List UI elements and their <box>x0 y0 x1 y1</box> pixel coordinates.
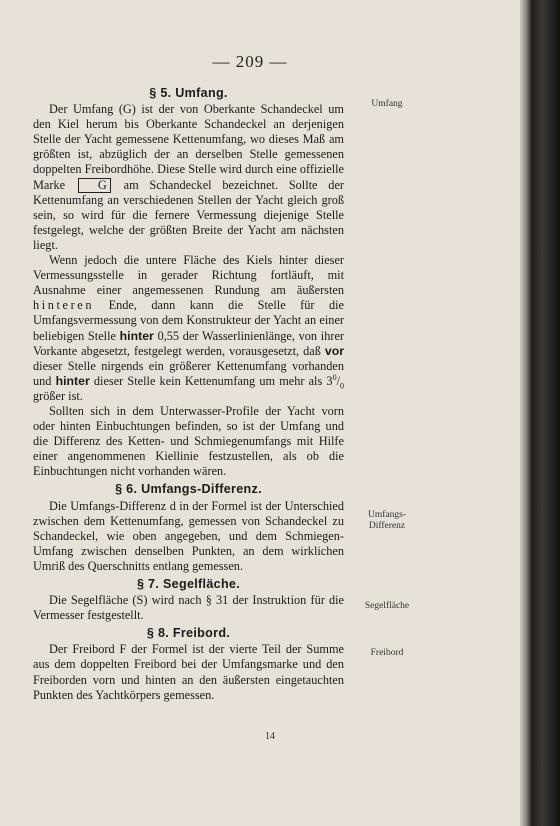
section-5-p1-text-b: am Schandeckel bezeichnet. Sollte der Kettenumfang an verschiedenen Stellen der Yacht gleich groß sein, so wird für die fernere Vermessung diejenige Stelle festgelegt, welche der größten Breite der Yacht am nächsten liegt. <box>33 177 345 252</box>
section-7-heading: § 7. Segelfläche. <box>136 577 241 591</box>
page-footer-signature: 14 <box>265 731 275 742</box>
section-5-p2-text-b: Ende, dann kann die Stelle für die Umfangsvermessung von dem Konstrukteur der Yacht an einer beliebigen Stelle <box>33 298 344 343</box>
section-5-heading: § 5. Umfang. <box>149 86 228 100</box>
margin-note-segelflaeche: Segelfläche <box>364 601 410 611</box>
margin-note-freibord: Freibord <box>370 648 404 658</box>
margin-note-umfangs-differenz-line-2: Differenz <box>368 521 406 531</box>
bold-word-hinter: hinter <box>119 328 154 343</box>
percent-value: $3^0/_0$ <box>326 372 344 391</box>
section-8-paragraph-1: Der Freibord F der Formel ist der vierte Teil der Summe aus dem doppelten Freibord bei der Umfangsmarke und den Freiborden vorn und hinten an den äußersten eingetauchten Punkten des Yachtkörpers gemessen. <box>33 642 344 702</box>
section-5-p2-text-a: Wenn jedoch die untere Fläche des Kiels hinter dieser Vermessungsstelle in gerader Richtung fortläuft, mit Ausnahme einer angemessenen Rundung am äußersten <box>33 253 344 298</box>
percent-sub: 0 <box>339 381 344 391</box>
section-6-paragraph-1: Die Umfangs-Differenz d in der Formel ist der Unterschied zwischen dem Kettenumfang, gemessen von Schandeckel zu Schandeckel, wie oben angegeben, und dem Schmiegen-Umfang zwischen denselben Punkten, an dem wirklichen Umriß des Querschnitts entlang gemessen. <box>33 498 344 573</box>
section-5-paragraph-3: Sollten sich in dem Unterwasser-Profile der Yacht vorn oder hinten Einbuchtungen befinden, so ist der Umfang und die Differenz des Ketten- und Schmiegenumfangs mit Hilfe einer angenommenen Kiellinie festzustellen, als ob die Einbuchtungen nicht vorhanden wären. <box>33 403 344 479</box>
section-5-p2-text-f: größer ist. <box>33 388 83 403</box>
page-number: — 209 — <box>212 52 288 71</box>
section-5-p1-text-a: Der Umfang (G) ist der von Oberkante Schandeckel um den Kiel herum bis Oberkante Schandeckel an derjenigen Stelle der Yacht gemessene Kettenumfang, wo dieses Maß am größten ist, abzüglich der an derselben Stelle gemessenen doppelten Freibordhöhe. Diese Stelle wird durch eine offizielle Marke <box>33 102 344 192</box>
body-text <box>33 84 344 703</box>
bold-word-vor: vor <box>324 343 344 358</box>
spaced-word-hinteren: hinteren <box>33 298 95 313</box>
umfang-mark-box: G <box>78 178 111 193</box>
percent-sup: 0 <box>332 372 337 382</box>
section-5-p2-text-d: dieser Stelle nirgends ein größerer Kettenumfang vorhanden und <box>33 358 344 388</box>
margin-note-umfang: Umfang <box>371 99 403 109</box>
book-binding-edge <box>520 0 560 826</box>
section-5-paragraph-1 <box>33 102 344 253</box>
margin-note-umfangs-differenz <box>352 510 422 532</box>
section-8-heading: § 8. Freibord. <box>146 626 231 641</box>
section-6-heading: § 6. Umfangs-Differenz. <box>115 482 262 497</box>
section-5-paragraph-2 <box>33 253 344 404</box>
bold-word-hinter-2: hinter <box>55 373 90 388</box>
section-5-p2-text-c: 0,55 der Wasserlinienlänge, von ihrer Vorkante abgesetzt, festgelegt werden, vorausgesetzt, daß <box>33 328 344 358</box>
section-7-paragraph-1: Die Segelfläche (S) wird nach § 31 der Instruktion für die Vermesser festgestellt. <box>33 593 344 623</box>
margin-note-umfangs-differenz-line-1: Umfangs- <box>368 510 406 520</box>
section-5-p2-text-e: dieser Stelle kein Kettenumfang um mehr als <box>93 373 323 388</box>
percent-number: 3 <box>326 373 333 388</box>
